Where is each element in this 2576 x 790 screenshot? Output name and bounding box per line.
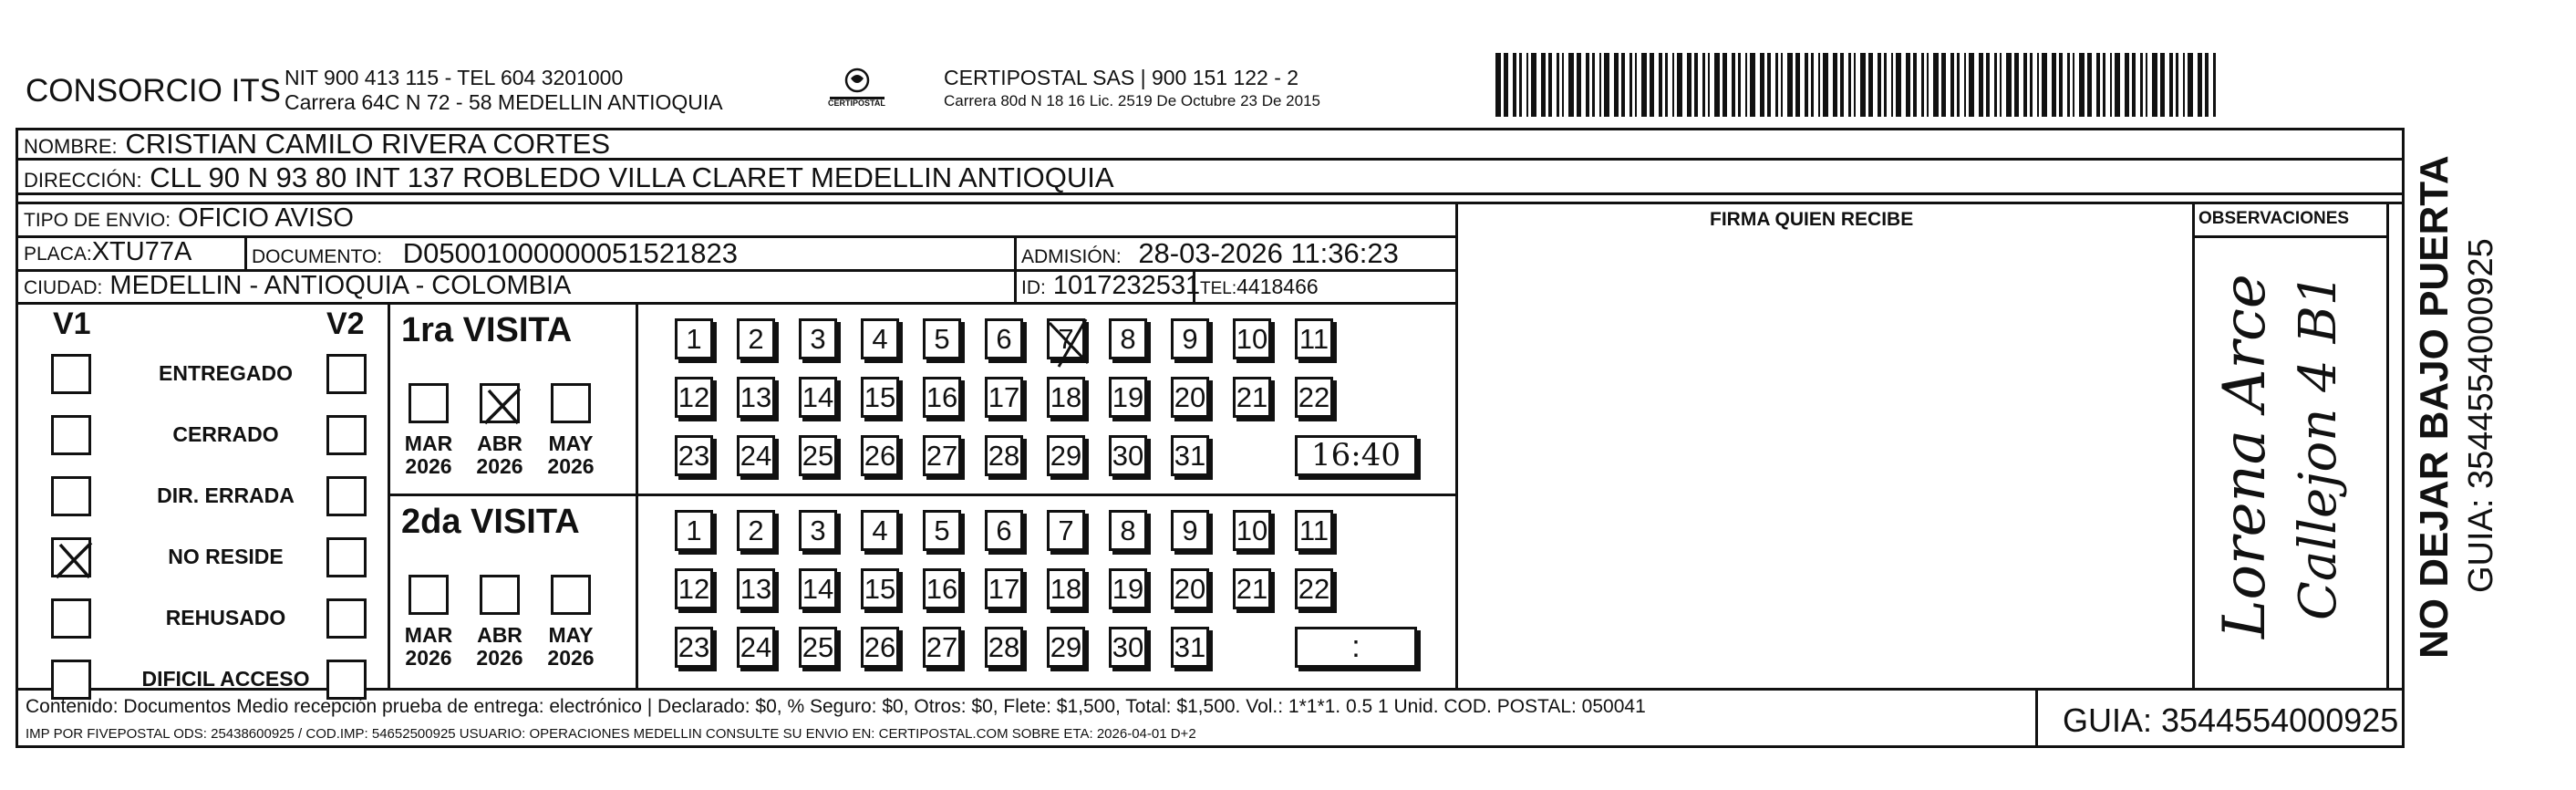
day-box-7[interactable]: 7: [1047, 510, 1085, 551]
day-box-17[interactable]: 17: [985, 377, 1023, 418]
day-box-24[interactable]: 24: [737, 627, 775, 668]
id-value: 1017232531: [1052, 271, 1201, 300]
v2-checkbox-2[interactable]: [326, 415, 367, 455]
month-checkbox-may[interactable]: [551, 383, 591, 423]
month-checkbox-may[interactable]: [551, 575, 591, 615]
status-label: ENTREGADO: [159, 361, 293, 385]
v2-checkbox-5[interactable]: [326, 598, 367, 639]
day-box-30[interactable]: 30: [1109, 627, 1147, 668]
day-box-28[interactable]: 28: [985, 627, 1023, 668]
admision-value: 28-03-2026 11:36:23: [1138, 237, 1399, 269]
month-checkbox-mar[interactable]: [409, 575, 449, 615]
visit-time-box[interactable]: 16:40: [1295, 435, 1417, 476]
visit-title: 1ra VISITA: [401, 311, 573, 349]
month-checkbox-mar[interactable]: [409, 383, 449, 423]
day-box-4[interactable]: 4: [861, 510, 899, 551]
day-box-7[interactable]: 7: [1047, 318, 1085, 359]
company-address: Carrera 64C N 72 - 58 MEDELLIN ANTIOQUIA: [284, 90, 723, 114]
side-warning: NO DEJAR BAJO PUERTA: [2412, 155, 2457, 659]
v2-checkbox-3[interactable]: [326, 476, 367, 516]
visit-time-box[interactable]: :: [1295, 627, 1417, 668]
day-box-6[interactable]: 6: [985, 510, 1023, 551]
direccion-value: CLL 90 N 93 80 INT 137 ROBLEDO VILLA CLARET MEDELLIN ANTIOQUIA: [150, 161, 1114, 193]
day-box-19[interactable]: 19: [1109, 568, 1147, 609]
footer-guia: GUIA: 3544554000925: [2063, 702, 2399, 739]
day-box-10[interactable]: 10: [1233, 510, 1271, 551]
day-box-10[interactable]: 10: [1233, 318, 1271, 359]
nit-line: NIT 900 413 115 - TEL 604 3201000: [284, 66, 624, 89]
status-label: CERRADO: [172, 422, 279, 446]
day-box-21[interactable]: 21: [1233, 377, 1271, 418]
v2-checkbox-1[interactable]: [326, 354, 367, 394]
nombre-row: NOMBRE: CRISTIAN CAMILO RIVERA CORTES: [24, 128, 611, 160]
v1-checkbox-3[interactable]: [51, 476, 91, 516]
day-box-29[interactable]: 29: [1047, 435, 1085, 476]
day-box-25[interactable]: 25: [799, 627, 837, 668]
day-box-21[interactable]: 21: [1233, 568, 1271, 609]
month-label: MAR 2026: [404, 431, 453, 478]
tel-value: 4418466: [1236, 275, 1319, 298]
day-box-11[interactable]: 11: [1295, 510, 1333, 551]
observacion-handwriting-2: Callejon 4 B1: [2289, 273, 2348, 620]
day-box-15[interactable]: 15: [861, 377, 899, 418]
v1-checkbox-5[interactable]: [51, 598, 91, 639]
visit-title: 2da VISITA: [401, 503, 580, 541]
day-box-16[interactable]: 16: [923, 568, 961, 609]
day-box-18[interactable]: 18: [1047, 568, 1085, 609]
v1-checkbox-1[interactable]: [51, 354, 91, 394]
day-box-28[interactable]: 28: [985, 435, 1023, 476]
footer-contenido: Contenido: Documentos Medio recepción prueba de entrega: electrónico | Declarado: $0, % Seguro: $0, Otros: $0, Flete: $1,500, Total: $1,500. Vol.: 1*1*1. 0.5 1 Unid. COD. POSTAL: 050041: [26, 696, 1646, 717]
ciudad-value: MEDELLIN - ANTIOQUIA - COLOMBIA: [109, 271, 572, 300]
admision-row: ADMISIÓN: 28-03-2026 11:36:23: [1021, 237, 1399, 269]
day-box-1[interactable]: 1: [675, 318, 713, 359]
carrier-line: CERTIPOSTAL SAS | 900 151 122 - 2: [944, 66, 1299, 89]
observaciones-header: OBSERVACIONES: [2198, 209, 2350, 228]
company-name: CONSORCIO ITS: [26, 73, 282, 109]
day-box-5[interactable]: 5: [923, 318, 961, 359]
status-label: REHUSADO: [165, 606, 286, 629]
day-box-13[interactable]: 13: [737, 568, 775, 609]
day-box-3[interactable]: 3: [799, 318, 837, 359]
certipostal-logo: CERTIPOSTAL: [821, 64, 894, 111]
firma-header: FIRMA QUIEN RECIBE: [1710, 209, 1914, 230]
day-box-29[interactable]: 29: [1047, 627, 1085, 668]
day-box-15[interactable]: 15: [861, 568, 899, 609]
observacion-handwriting-1: Lorena Arce: [2211, 274, 2279, 639]
tipo-envio-row: TIPO DE ENVIO: OFICIO AVISO: [24, 203, 354, 233]
day-box-31[interactable]: 31: [1171, 435, 1209, 476]
day-box-6[interactable]: 6: [985, 318, 1023, 359]
day-box-9[interactable]: 9: [1171, 318, 1209, 359]
day-box-25[interactable]: 25: [799, 435, 837, 476]
month-label: MAR 2026: [404, 623, 453, 670]
side-guia: GUIA: 3544554000925: [2462, 238, 2500, 593]
month-label: ABR 2026: [476, 431, 523, 478]
day-box-4[interactable]: 4: [861, 318, 899, 359]
day-box-13[interactable]: 13: [737, 377, 775, 418]
placa-value: XTU77A: [91, 237, 192, 266]
day-box-5[interactable]: 5: [923, 510, 961, 551]
day-box-24[interactable]: 24: [737, 435, 775, 476]
ciudad-row: CIUDAD: MEDELLIN - ANTIOQUIA - COLOMBIA: [24, 271, 572, 300]
v1-checkbox-6[interactable]: [51, 660, 91, 700]
day-box-2[interactable]: 2: [737, 510, 775, 551]
month-label: ABR 2026: [476, 623, 523, 670]
footer-imp: IMP POR FIVEPOSTAL ODS: 25438600925 / COD.IMP: 54652500925 USUARIO: OPERACIONES MEDELLIN CONSULTE SU ENVIO EN: CERTIPOSTAL.COM SOBRE ETA: 2026-04-01 D+2: [26, 726, 1196, 742]
v2-checkbox-4[interactable]: [326, 537, 367, 577]
v1-header: V1: [53, 307, 91, 341]
day-box-19[interactable]: 19: [1109, 377, 1147, 418]
day-box-11[interactable]: 11: [1295, 318, 1333, 359]
day-box-2[interactable]: 2: [737, 318, 775, 359]
placa-row: PLACA:XTU77A: [24, 237, 192, 266]
month-label: MAY 2026: [547, 431, 595, 478]
month-checkbox-abr[interactable]: [480, 383, 520, 423]
carrier-address: Carrera 80d N 18 16 Lic. 2519 De Octubre 23 De 2015: [944, 92, 1320, 109]
day-box-14[interactable]: 14: [799, 377, 837, 418]
status-label: NO RESIDE: [168, 545, 284, 568]
day-box-26[interactable]: 26: [861, 435, 899, 476]
day-box-22[interactable]: 22: [1295, 377, 1333, 418]
form-frame: [16, 128, 2405, 748]
day-box-3[interactable]: 3: [799, 510, 837, 551]
month-checkbox-abr[interactable]: [480, 575, 520, 615]
documento-row: DOCUMENTO: D05001000000051521823: [252, 237, 738, 269]
v2-checkbox-6[interactable]: [326, 660, 367, 700]
day-box-16[interactable]: 16: [923, 377, 961, 418]
status-label: DIR. ERRADA: [157, 483, 295, 507]
day-box-27[interactable]: 27: [923, 627, 961, 668]
day-box-26[interactable]: 26: [861, 627, 899, 668]
month-label: MAY 2026: [547, 623, 595, 670]
tel-row: TEL:4418466: [1200, 275, 1319, 298]
day-box-17[interactable]: 17: [985, 568, 1023, 609]
status-label: DIFICIL ACCESO: [141, 667, 310, 691]
day-box-20[interactable]: 20: [1171, 377, 1209, 418]
day-box-31[interactable]: 31: [1171, 627, 1209, 668]
day-box-23[interactable]: 23: [675, 627, 713, 668]
barcode: [1495, 53, 2220, 117]
day-box-12[interactable]: 12: [675, 568, 713, 609]
day-box-23[interactable]: 23: [675, 435, 713, 476]
v2-header: V2: [326, 307, 365, 341]
day-box-27[interactable]: 27: [923, 435, 961, 476]
day-box-18[interactable]: 18: [1047, 377, 1085, 418]
day-box-8[interactable]: 8: [1109, 510, 1147, 551]
direccion-row: DIRECCIÓN: CLL 90 N 93 80 INT 137 ROBLEDO VILLA CLARET MEDELLIN ANTIOQUIA: [24, 161, 1114, 193]
day-box-9[interactable]: 9: [1171, 510, 1209, 551]
day-box-8[interactable]: 8: [1109, 318, 1147, 359]
day-box-14[interactable]: 14: [799, 568, 837, 609]
v1-checkbox-4[interactable]: [51, 537, 91, 577]
day-box-20[interactable]: 20: [1171, 568, 1209, 609]
day-box-1[interactable]: 1: [675, 510, 713, 551]
v1-checkbox-2[interactable]: [51, 415, 91, 455]
documento-value: D05001000000051521823: [402, 237, 738, 269]
id-row: ID: 1017232531: [1021, 271, 1201, 300]
day-box-30[interactable]: 30: [1109, 435, 1147, 476]
tipo-envio-value: OFICIO AVISO: [178, 203, 354, 233]
nombre-value: CRISTIAN CAMILO RIVERA CORTES: [125, 128, 611, 160]
day-box-22[interactable]: 22: [1295, 568, 1333, 609]
day-box-12[interactable]: 12: [675, 377, 713, 418]
